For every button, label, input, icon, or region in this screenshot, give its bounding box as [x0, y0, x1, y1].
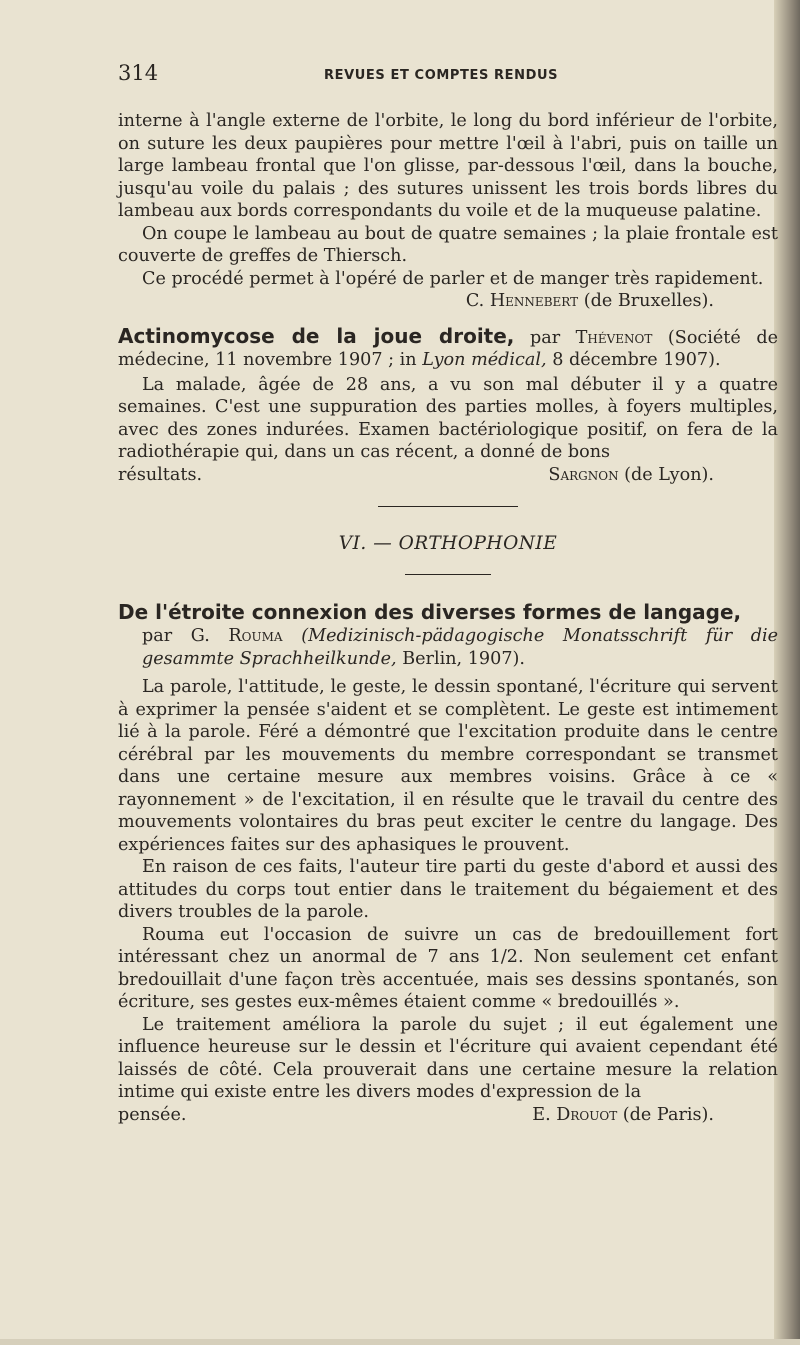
article3-author: Rouma — [228, 626, 283, 646]
page-bottom-edge — [0, 1339, 800, 1345]
article3-paragraph-3: Rouma eut l'occasion de suivre un cas de bredouillement fort intéressant chez un anormal de 7 ans 1/2. Non seulement cet enfant bredouillait d'une façon très accentuée, mais ses dessins spontanés, son écriture, ses gestes eux-mêmes étaient comme « bredouillés ». — [118, 924, 778, 1012]
article3-source — [118, 625, 778, 670]
article1-signature-name: C. Hennebert — [465, 291, 579, 311]
article3-paragraph-4: Le traitement améliora la parole du sujet ; il eut également une influence heureuse sur le dessin et l'écriture qui avaient cependant été laissés de côté. Cela prouverait dans une certaine mesure la relation intime qui existe entre les divers modes d'expression de la — [118, 1014, 778, 1102]
article3-signature-place: (de Paris). — [622, 1104, 714, 1125]
article2-source-pre: (Société de médecine, 11 novembre 1907 ; in — [118, 327, 778, 370]
article2-signature-name: Sargnon — [548, 464, 619, 485]
article2-source-post: 8 décembre 1907). — [552, 350, 721, 370]
article2-heading — [118, 325, 778, 372]
article3-title: De l'étroite connexion des diverses formes de langage, — [118, 599, 742, 624]
article2-title: Actinomycose de la joue droite, — [118, 323, 515, 348]
article2-by: par — [529, 327, 561, 348]
page-body — [118, 110, 778, 1126]
article3-paragraph-2: En raison de ces faits, l'auteur tire parti du geste d'abord et aussi des attitudes du corps tout entier dans le traitement du bégaiement et des divers troubles de la parole. — [118, 857, 778, 922]
article3-signature-name: E. Drouot — [532, 1104, 618, 1125]
running-title: REVUES ET COMPTES RENDUS — [324, 68, 559, 83]
article2-author: Thévenot — [575, 327, 653, 348]
article1-paragraph-2: On coupe le lambeau au bout de quatre semaines ; la plaie frontale est couverte de greffes de Thiersch. — [118, 223, 778, 266]
article1-paragraph-1: interne à l'angle externe de l'orbite, le long du bord inférieur de l'orbite, on suture les deux paupières pour mettre l'œil à l'abri, puis on taille un large lambeau frontal que l'on glisse, par-dessous l'œil, dans la bouche, jusqu'au voile du palais ; des sutures unissent les trois bords libres du lambeau aux bords correspondants du voile et de la muqueuse palatine. — [118, 111, 778, 221]
article3-journal: (Medizinisch-pädagogische Monatsschrift für die gesammte Sprachheilkunde, — [142, 626, 779, 669]
article2-last-word: résultats. — [118, 464, 203, 485]
section-title: VI. — ORTHOPHONIE — [338, 533, 558, 554]
article2-signature-place: (de Lyon). — [624, 464, 714, 485]
article1-paragraph-3: Ce procédé permet à l'opéré de parler et de manger très rapidement. — [142, 268, 764, 289]
article2-journal: Lyon médical, — [422, 350, 547, 370]
article2-paragraph-1: La malade, âgée de 28 ans, a vu son mal débuter il y a quatre semaines. C'est une suppuration des parties molles, à foyers multiples, avec des zones indurées. Examen bactériologique positif, on fera de la radiothérapie qui, dans un cas récent, a donné de bons — [118, 374, 778, 462]
article1-signature-place: (de Bruxelles). — [583, 291, 714, 311]
article3-signature — [118, 1104, 778, 1127]
section-rule-top — [378, 506, 518, 507]
article2-signature — [118, 464, 778, 487]
article3-heading — [118, 601, 778, 626]
page-number: 314 — [118, 61, 159, 85]
article1-signature — [118, 290, 778, 313]
article3-last-word: pensée. — [118, 1104, 187, 1125]
page-header — [118, 62, 778, 86]
article3-source-post: Berlin, 1907). — [402, 648, 525, 669]
article3-by: par G. — [142, 626, 210, 646]
article3-paragraph-1: La parole, l'attitude, le geste, le dessin spontané, l'écriture qui servent à exprimer la pensée s'aident et se complètent. Le geste est intimement lié à la parole. Féré a démontré que l'excitation produite dans le centre cérébral par les mouvements du membre correspondant se transmet dans une certaine mesure aux membres voisins. Grâce à ce « rayonnement » de l'excitation, il en résulte que le travail du centre des mouvements volontaires du bras peut exciter le centre du langage. Des expériences faites sur des aphasiques le prouvent. — [118, 677, 778, 855]
